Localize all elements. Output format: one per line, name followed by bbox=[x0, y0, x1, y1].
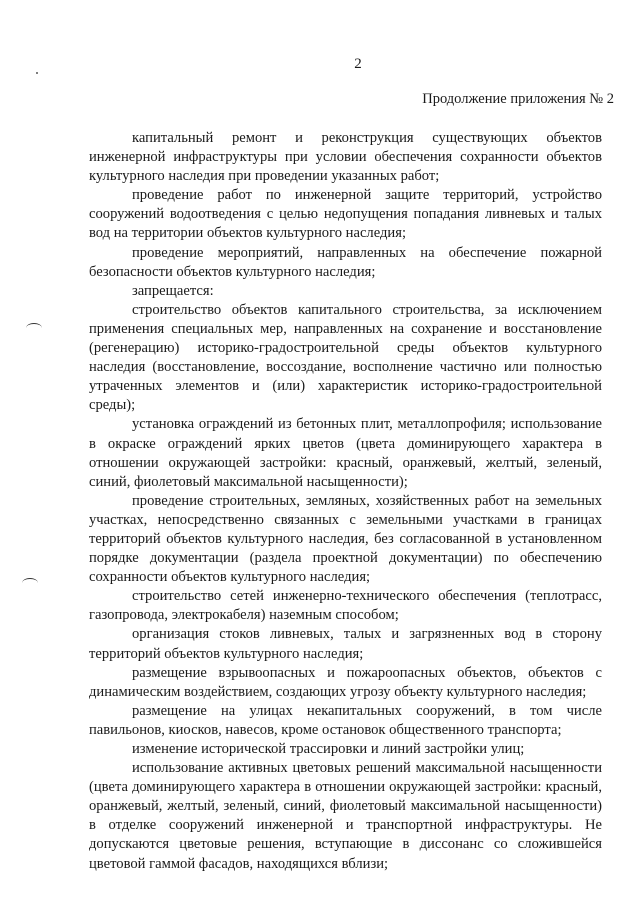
paragraph: организация стоков ливневых, талых и загрязненных вод в сторону территорий объектов культурного наследия; bbox=[89, 626, 602, 662]
paragraph: проведение работ по инженерной защите территорий, устройство сооружений водоотведения с целью недопущения попадания ливневых и талых вод на территории объектов культурного наследия; bbox=[89, 187, 602, 242]
paragraph: размещение на улицах некапитальных сооружений, в том числе павильонов, киосков, навесов, кроме остановок общественного транспорта; bbox=[89, 702, 602, 738]
paragraph: строительство сетей инженерно-технического обеспечения (теплотрасс, газопровода, электрокабеля) наземным способом; bbox=[89, 588, 602, 624]
page-number: 2 bbox=[354, 56, 362, 72]
paragraph: установка ограждений из бетонных плит, металлопрофиля; использование в окраске ограждений ярких цветов (цвета доминирующего характера в отношении окружающей застройки: красный, оранжевый, желтый, зеленый, синий, фиолетовый максимальной насыщенности); bbox=[89, 416, 602, 490]
paragraph: строительство объектов капитального строительства, за исключением применения специальных мер, направленных на сохранение и восстановление (регенерацию) историко-градостроительной среды объектов культурного наследия (восстановление, воссоздание, восполнение частично или полностью утраченных элементов и (или) характеристик историко-градостроительной среды); bbox=[89, 301, 602, 414]
paragraph: использование активных цветовых решений максимальной насыщенности (цвета доминирующего характера в отношении окружающей застройки: красный, оранжевый, желтый, зеленый, синий, фиолетовый максимальной насыщенности) в отделке сооружений инженерной и транспортной инфраструктуры. Не допускаются цветовые решения, вступающие в диссонанс со сложившейся цветовой гаммой фасадов, находящихся вблизи; bbox=[89, 760, 602, 872]
scan-mark bbox=[22, 578, 38, 583]
paragraph: запрещается: bbox=[132, 282, 214, 299]
paragraph: проведение строительных, земляных, хозяйственных работ на земельных участках, непосредственно связанных с земельными участками в границах территорий объектов культурного наследия, без согласованной в установленном порядке документации (раздела проектной документации) по обеспечению сохранности объектов культурного наследия; bbox=[89, 492, 602, 586]
continuation-label: Продолжение приложения № 2 bbox=[422, 91, 614, 107]
body-text bbox=[89, 129, 602, 874]
paragraph: размещение взрывоопасных и пожароопасных объектов, объектов с динамическим воздействием, создающих угрозу объекту культурного наследия; bbox=[89, 664, 602, 700]
paragraph: проведение мероприятий, направленных на обеспечение пожарной безопасности объектов культурного наследия; bbox=[89, 244, 602, 280]
scan-mark bbox=[26, 323, 42, 328]
paragraph: капитальный ремонт и реконструкция существующих объектов инженерной инфраструктуры при условии обеспечения сохранности объектов культурного наследия при проведении указанных работ; bbox=[89, 130, 602, 185]
paragraph: изменение исторической трассировки и линий застройки улиц; bbox=[132, 741, 525, 757]
